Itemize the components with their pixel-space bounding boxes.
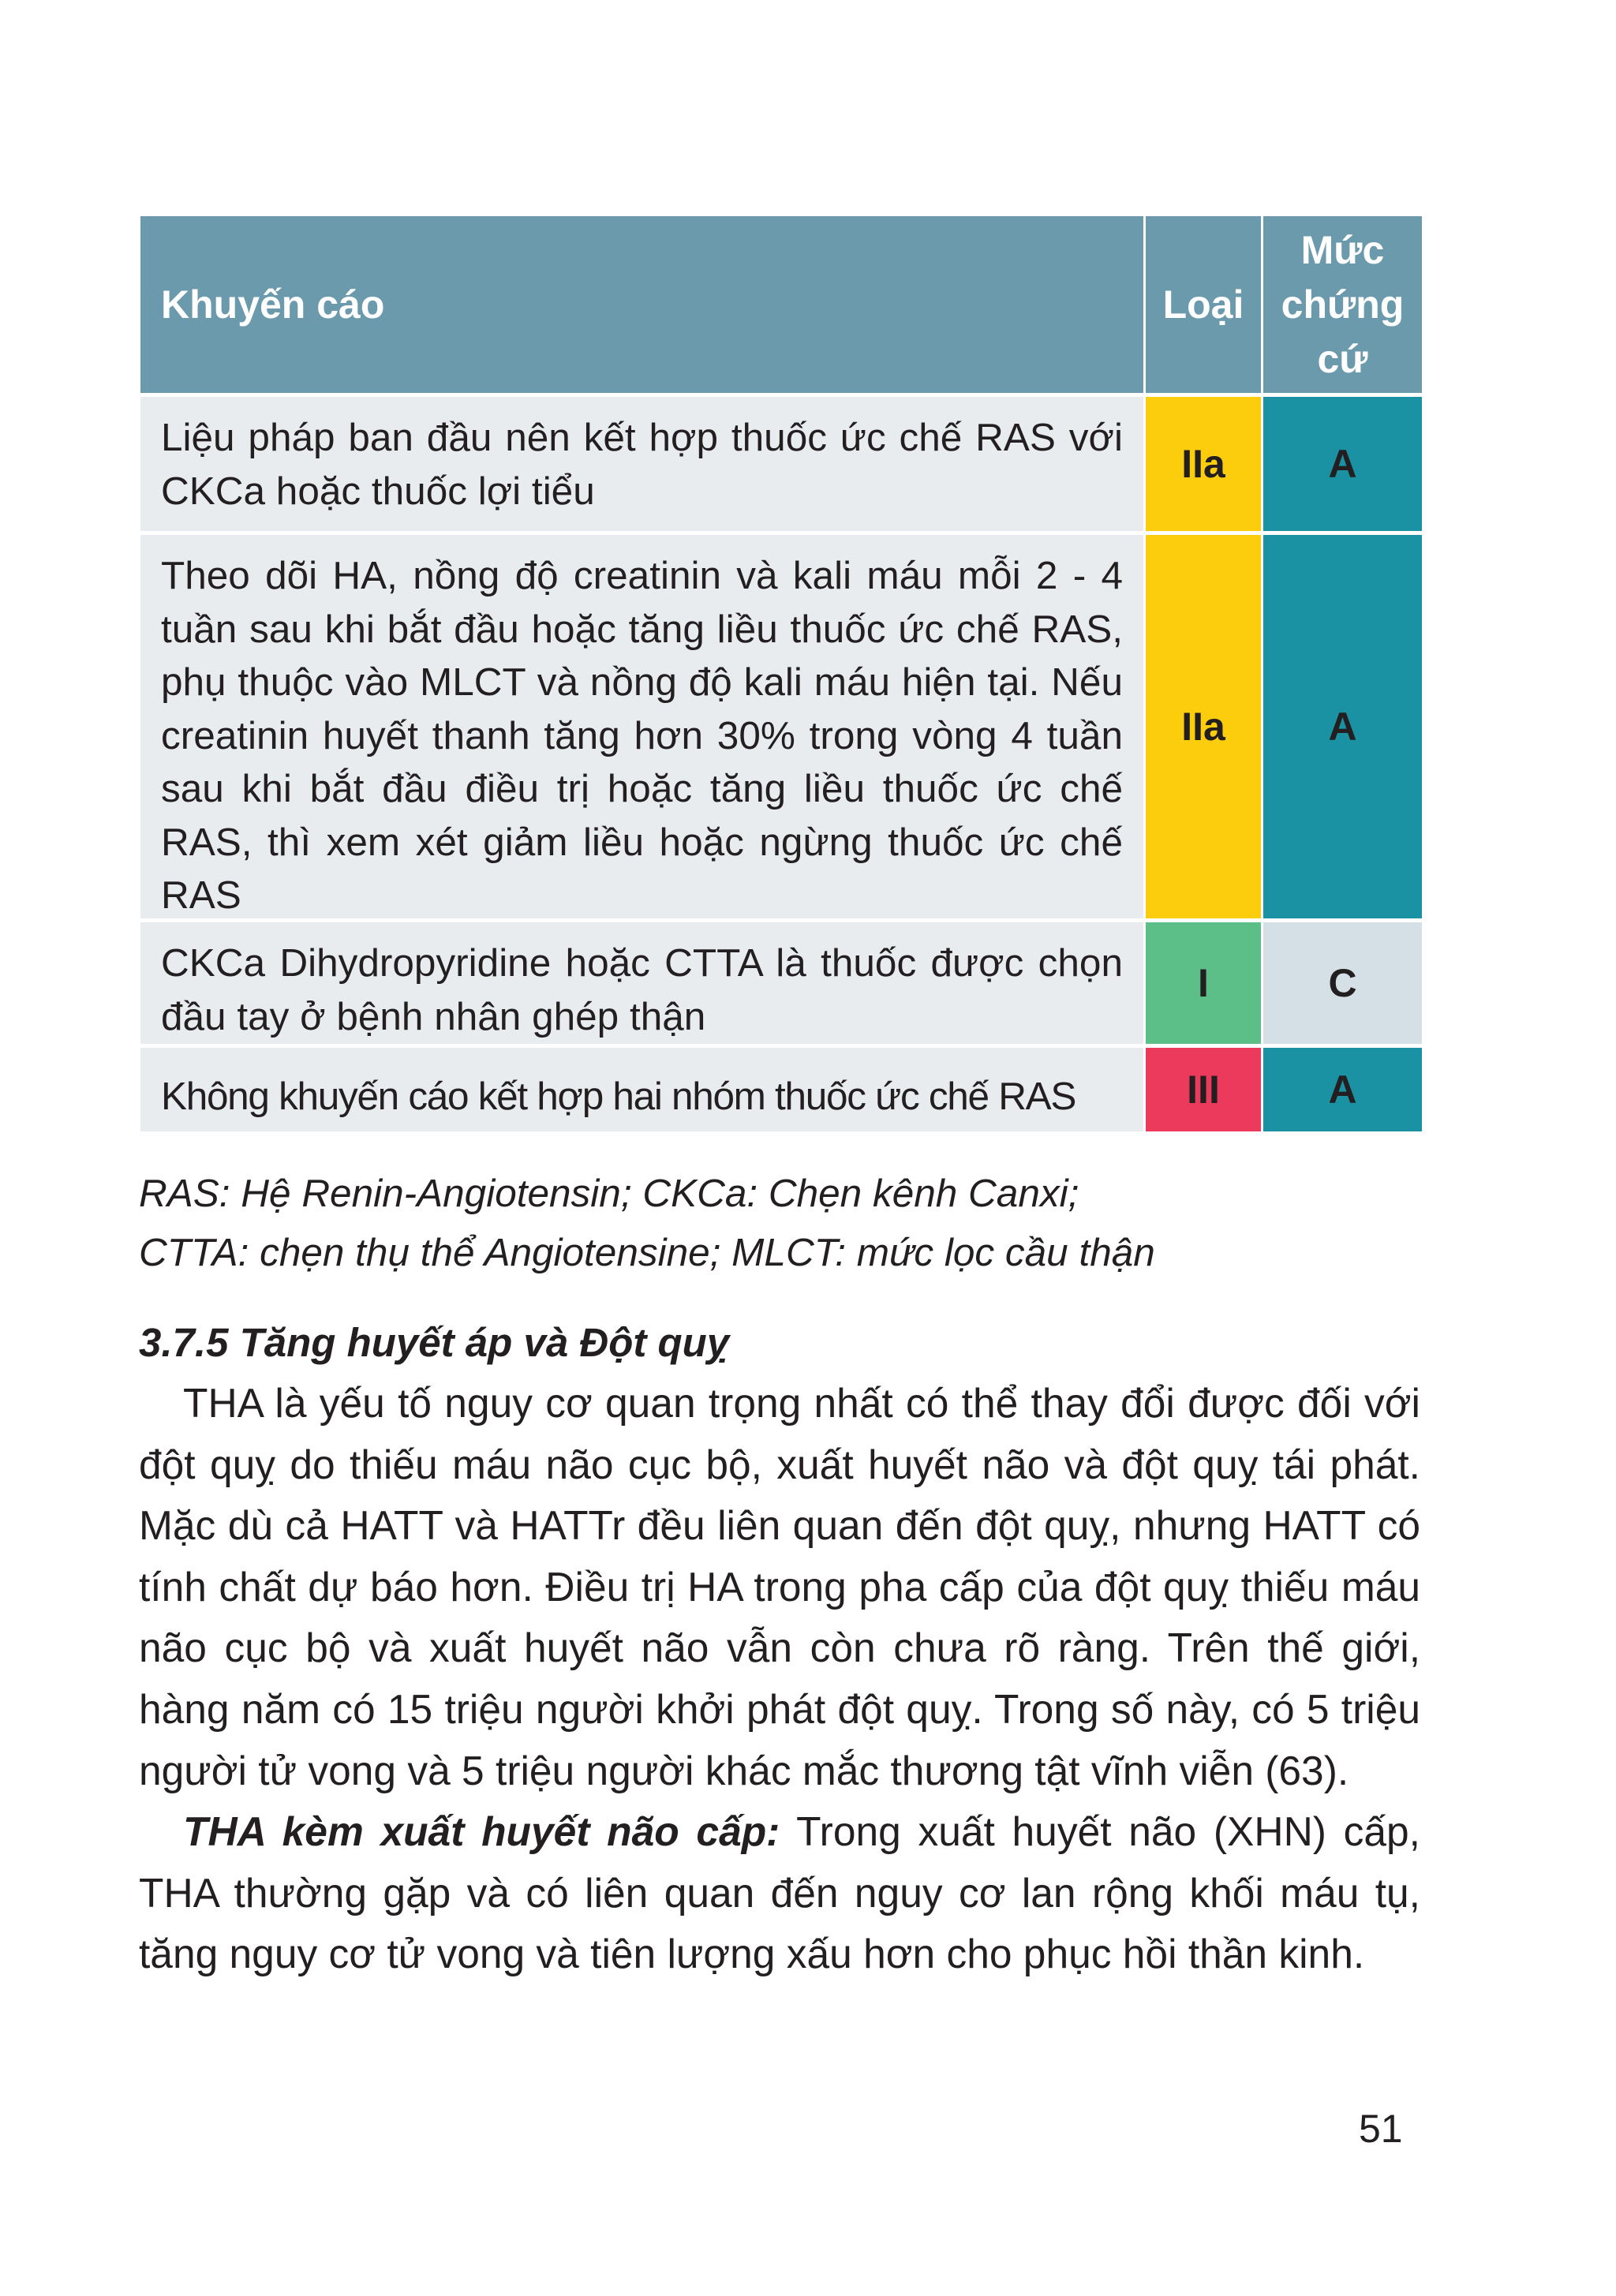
header-evidence-level-line3: cứ [1317,336,1368,381]
row-1-class: IIa [1146,397,1261,531]
row-2-evidence-level: A [1263,535,1422,918]
section-title: 3.7.5 Tăng huyết áp và Đột quỵ [139,1320,730,1365]
body-text [139,1373,1420,1985]
row-1-evidence-level: A [1263,397,1422,531]
header-evidence-level [1263,216,1422,393]
paragraph-2 [139,1801,1420,1985]
row-3-recommendation: CKCa Dihydropyridine hoặc CTTA là thuốc được chọn đầu tay ở bệnh nhân ghép thận [140,922,1143,1044]
row-4-class: III [1146,1048,1261,1131]
paragraph-2-lead: THA kèm xuất huyết não cấp: [183,1808,780,1855]
header-class: Loại [1146,216,1261,393]
table-caption-line2: CTTA: chẹn thụ thể Angiotensine; MLCT: mức lọc cầu thận [139,1231,1155,1274]
row-2-class: IIa [1146,535,1261,918]
header-evidence-level-line1: Mức [1300,227,1385,272]
recommendation-table [140,216,1422,1131]
page-number: 51 [1359,2107,1403,2151]
table-caption-line1: RAS: Hệ Renin-Angiotensin; CKCa: Chẹn kênh Canxi; [139,1172,1079,1215]
paragraph-1: THA là yếu tố nguy cơ quan trọng nhất có thể thay đổi được đối với đột quỵ do thiếu máu não cục bộ, xuất huyết não và đột quỵ tái phát. Mặc dù cả HATT và HATTr đều liên quan đến đột quỵ, nhưng HATT có tính chất dự báo hơn. Điều trị HA trong pha cấp của đột quỵ thiếu máu não cục bộ và xuất huyết não vẫn còn chưa rõ ràng. Trên thế giới, hàng năm có 15 triệu người khởi phát đột quỵ. Trong số này, có 5 triệu người tử vong và 5 triệu người khác mắc thương tật vĩnh viễn (63). [139,1380,1420,1793]
row-1-recommendation: Liệu pháp ban đầu nên kết hợp thuốc ức chế RAS với CKCa hoặc thuốc lợi tiểu [140,397,1143,531]
header-recommendation: Khuyến cáo [140,216,1143,393]
row-2-recommendation: Theo dõi HA, nồng độ creatinin và kali máu mỗi 2 - 4 tuần sau khi bắt đầu hoặc tăng liều thuốc ức chế RAS, phụ thuộc vào MLCT và nồng độ kali máu hiện tại. Nếu creatinin huyết thanh tăng hơn 30% trong vòng 4 tuần sau khi bắt đầu điều trị hoặc tăng liều thuốc ức chế RAS, thì xem xét giảm liều hoặc ngừng thuốc ức chế RAS [140,535,1143,918]
row-4-evidence-level: A [1263,1048,1422,1131]
row-4-recommendation: Không khuyến cáo kết hợp hai nhóm thuốc ức chế RAS [140,1048,1143,1131]
row-3-evidence-level: C [1263,922,1422,1044]
table-caption [139,1164,1155,1282]
row-3-class: I [1146,922,1261,1044]
header-evidence-level-line2: chứng [1281,282,1405,327]
paragraph-2-text: Trong xuất huyết não (XHN) cấp, THA thường gặp và có liên quan đến nguy cơ lan rộng khối máu tụ, tăng nguy cơ tử vong và tiên lượng xấu hơn cho phục hồi thần kinh. [139,1808,1420,1977]
